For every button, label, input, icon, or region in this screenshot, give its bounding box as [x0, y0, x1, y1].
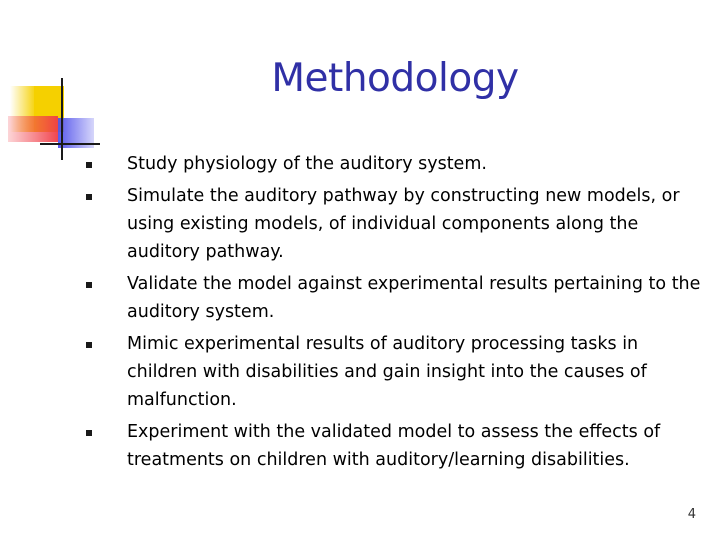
bullet-text: Experiment with the validated model to assess the effects of treatments on children with auditory/learning disabilities.: [127, 422, 661, 470]
decoration-red-block: [8, 116, 58, 142]
decoration-horizontal-line: [40, 143, 100, 145]
bullet-text: Mimic experimental results of auditory processing tasks in children with disabilities and gain insight into the causes of malfunction.: [127, 334, 647, 410]
bullet-text: Simulate the auditory pathway by constructing new models, or using existing models, of individual components along the auditory pathway.: [127, 186, 680, 262]
bullet-text: Study physiology of the auditory system.: [127, 154, 487, 174]
bullet-item: [86, 270, 706, 326]
square-bullet-icon: [86, 342, 92, 348]
bullet-item: [86, 330, 706, 414]
bullet-text: Validate the model against experimental results pertaining to the auditory system.: [127, 274, 701, 322]
square-bullet-icon: [86, 162, 92, 168]
decoration-vertical-line: [61, 78, 63, 160]
slide-title: Methodology: [271, 56, 519, 101]
square-bullet-icon: [86, 282, 92, 288]
bullet-list: [86, 150, 706, 478]
bullet-item: [86, 150, 706, 178]
bullet-item: [86, 418, 706, 474]
bullet-item: [86, 182, 706, 266]
square-bullet-icon: [86, 430, 92, 436]
square-bullet-icon: [86, 194, 92, 200]
page-number: 4: [687, 507, 696, 522]
corner-decoration: [0, 0, 100, 170]
